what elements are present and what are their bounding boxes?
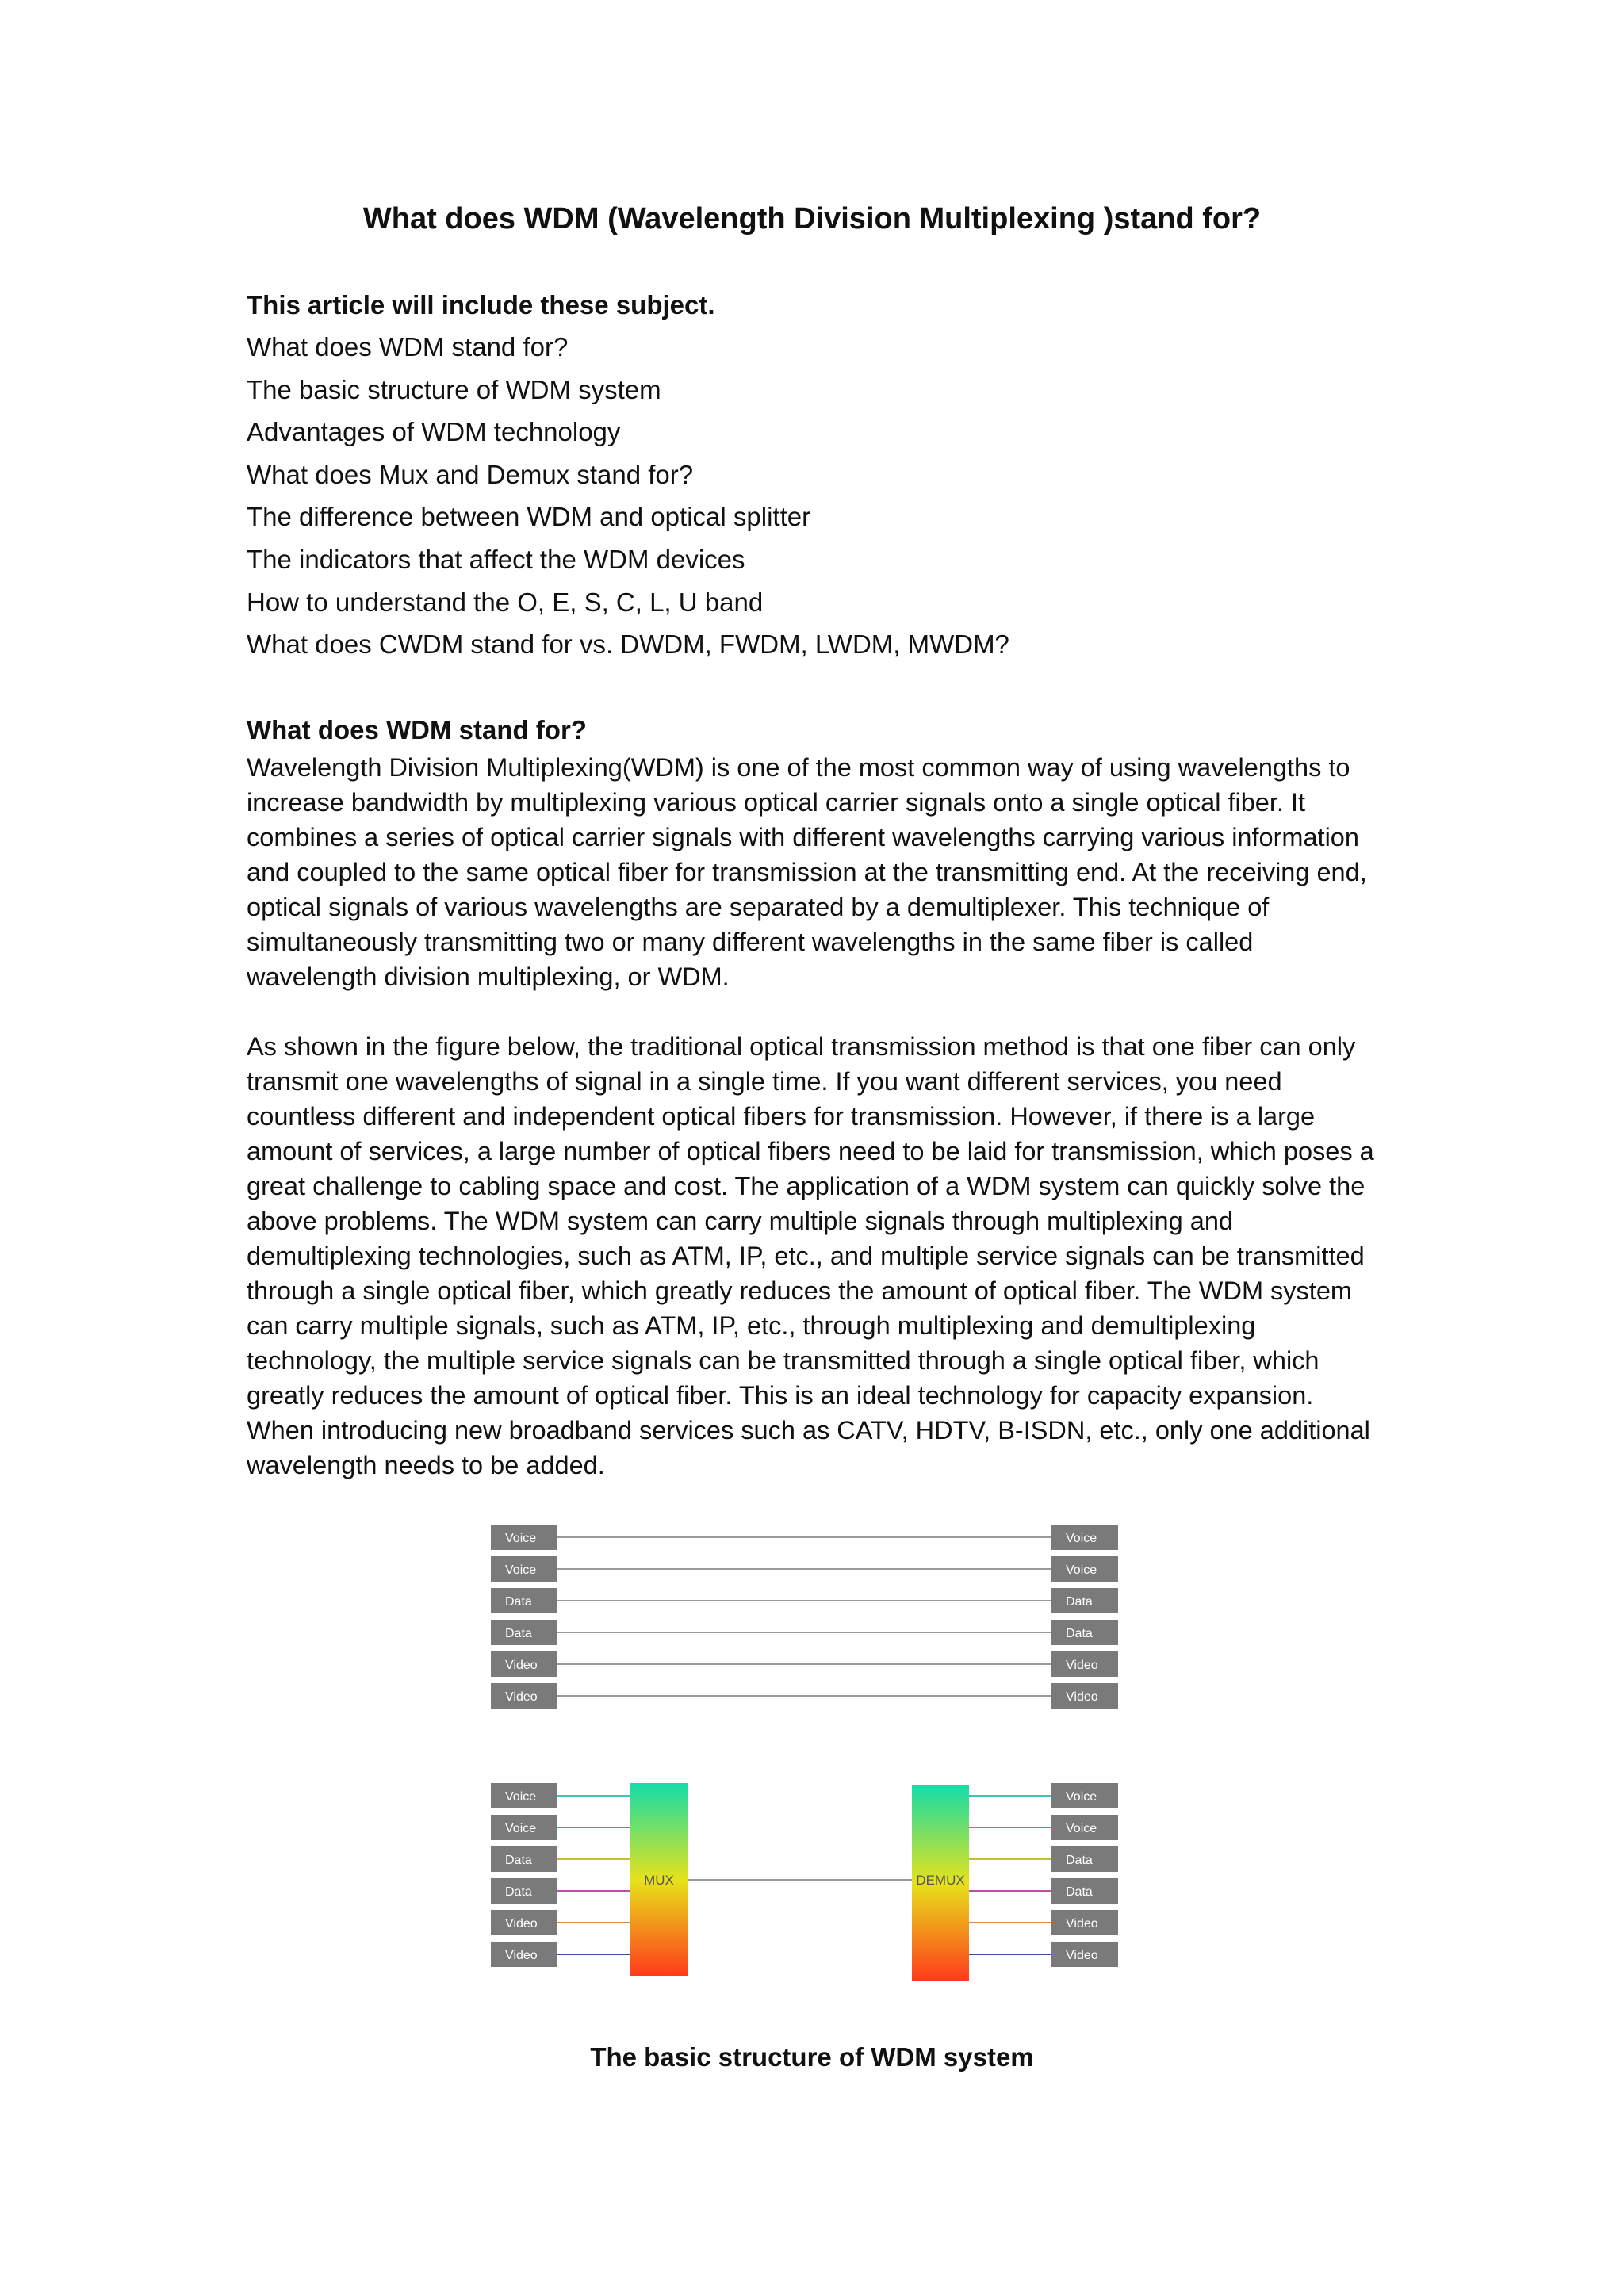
destination-signal-box <box>1051 1683 1118 1709</box>
demux-output-box <box>1051 1846 1118 1872</box>
subject-item: What does CWDM stand for vs. DWDM, FWDM, LWDM, MWDM? <box>247 629 1009 660</box>
mux-input-label: Video <box>505 1917 538 1931</box>
mux-input-box <box>491 1783 557 1808</box>
subject-item: What does Mux and Demux stand for? <box>247 459 694 489</box>
mux-label: MUX <box>644 1873 674 1888</box>
demux-output-box <box>1051 1910 1118 1935</box>
destination-signal-box <box>1051 1556 1118 1582</box>
subject-item: The indicators that affect the WDM devices <box>247 544 745 574</box>
wdm-structure-figure <box>488 1518 1122 1986</box>
subject-item: What does WDM stand for? <box>247 332 569 362</box>
destination-signal-box <box>1051 1588 1118 1613</box>
mux-input-label: Data <box>505 1854 532 1867</box>
destination-signal-label: Voice <box>1066 1563 1097 1577</box>
destination-signal-box <box>1051 1525 1118 1550</box>
source-signal-label: Data <box>505 1627 532 1640</box>
destination-signal-label: Data <box>1066 1595 1093 1609</box>
paragraph: Wavelength Division Multiplexing(WDM) is one of the most common way of using wavelengths to increase bandwidth by multiplexing various optical carrier signals onto a single optical fiber. It combines a series of optical carrier signals with different wavelengths carrying various information and coupled to the same optical fiber for transmission at the transmitting end. At the receiving end, optical signals of various wavelengths are separated by a demultiplexer. This technique of simultaneously transmitting two or many different wavelengths in the same fiber is called wavelength division multiplexing, or WDM. <box>247 753 1367 991</box>
demux-output-label: Voice <box>1066 1790 1097 1804</box>
subject-item: The difference between WDM and optical splitter <box>247 502 811 532</box>
demux-output-box <box>1051 1783 1118 1808</box>
mux-input-label: Voice <box>505 1790 537 1804</box>
source-signal-box <box>491 1620 557 1645</box>
subjects-heading: This article will include these subject. <box>247 290 715 320</box>
demux-output-label: Data <box>1066 1854 1093 1867</box>
source-signal-label: Video <box>505 1690 538 1704</box>
mux-input-box <box>491 1815 557 1840</box>
demux-output-box <box>1051 1942 1118 1967</box>
demux-output-label: Voice <box>1066 1822 1097 1835</box>
subject-item: The basic structure of WDM system <box>247 374 661 404</box>
source-signal-label: Video <box>505 1659 538 1672</box>
paragraph: As shown in the figure below, the traditional optical transmission method is that one fiber can only transmit one wavelengths of signal in a single time. If you want different services, you need countless different and independent optical fibers for transmission. However, if there is a large amount of services, a large number of optical fibers need to be laid for transmission, which poses a great challenge to cabling space and cost. The application of a WDM system can quickly solve the above problems. The WDM system can carry multiple signals through multiplexing and demultiplexing technologies, such as ATM, IP, etc., and multiple service signals can be transmitted through a single optical fiber, which greatly reduces the amount of optical fiber. The WDM system can carry multiple signals, such as ATM, IP, etc., through multiplexing and demultiplexing technology, the multiple service signals can be transmitted through a single optical fiber, which greatly reduces the amount of optical fiber. This is an ideal technology for capacity expansion. When introducing new broadband services such as CATV, HDTV, B-ISDN, etc., only one additional wavelength needs to be added. <box>247 1032 1374 1479</box>
mux-input-box <box>491 1910 557 1935</box>
destination-signal-box <box>1051 1620 1118 1645</box>
source-signal-box <box>491 1556 557 1582</box>
mux-input-label: Video <box>505 1949 538 1962</box>
demux-output-label: Video <box>1066 1917 1098 1931</box>
destination-signal-label: Video <box>1066 1690 1098 1704</box>
demux-output-label: Video <box>1066 1949 1098 1962</box>
mux-input-label: Data <box>505 1885 532 1899</box>
demux-output-box <box>1051 1815 1118 1840</box>
mux-input-box <box>491 1942 557 1967</box>
subject-item: How to understand the O, E, S, C, L, U band <box>247 587 764 617</box>
wdm-diagram <box>488 1518 1122 1986</box>
demux-output-label: Data <box>1066 1885 1093 1899</box>
source-signal-label: Data <box>505 1595 532 1609</box>
source-signal-box <box>491 1651 557 1677</box>
destination-signal-label: Voice <box>1066 1532 1097 1545</box>
mux-input-box <box>491 1878 557 1904</box>
destination-signal-box <box>1051 1651 1118 1677</box>
source-signal-label: Voice <box>505 1563 537 1577</box>
source-signal-label: Voice <box>505 1532 537 1545</box>
destination-signal-label: Data <box>1066 1627 1093 1640</box>
mux-input-box <box>491 1846 557 1872</box>
figure-caption: The basic structure of WDM system <box>590 2042 1034 2072</box>
source-signal-box <box>491 1588 557 1613</box>
demux-output-box <box>1051 1878 1118 1904</box>
section-heading: What does WDM stand for? <box>247 715 587 744</box>
source-signal-box <box>491 1683 557 1709</box>
document-title: What does WDM (Wavelength Division Multiplexing )stand for? <box>362 202 1262 235</box>
source-signal-box <box>491 1525 557 1550</box>
subjects-list <box>247 326 1009 666</box>
subject-item: Advantages of WDM technology <box>247 417 621 447</box>
destination-signal-label: Video <box>1066 1659 1098 1672</box>
mux-input-label: Voice <box>505 1822 537 1835</box>
demux-label: DEMUX <box>916 1873 965 1888</box>
